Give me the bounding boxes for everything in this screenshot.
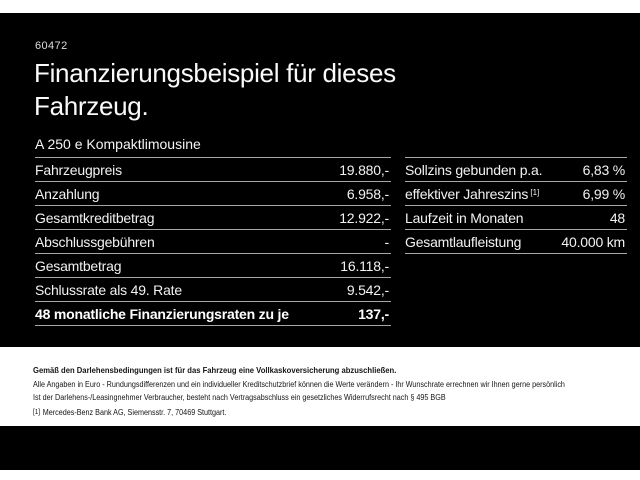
table-row [35,277,391,301]
row-label: Anzahlung [35,185,100,202]
table-row [405,181,627,205]
footnote-text: Mercedes-Benz Bank AG, Siemensstr. 7, 70469 Stuttgart. [42,408,227,417]
footnote-marker: [1] [33,408,41,416]
table-row [35,229,391,253]
top-margin-strip [0,0,640,13]
footnote-line [33,408,226,417]
row-value: 6,99 % [582,185,625,202]
row-label: Sollzins gebunden p.a. [405,161,543,178]
row-value: 137,- [358,305,389,322]
disclaimer-line: Ist der Darlehens-/Leasingnehmer Verbraucher, besteht nach Vertragsabschluss ein gesetzliches Widerrufsrecht nach § 495 BGB [33,393,446,402]
table-row [35,157,391,181]
row-value: 48 [609,209,625,226]
superscript-footnote-ref: [1] [528,187,540,197]
financing-card [0,13,640,470]
disclaimer-band [0,347,640,426]
row-value: 16.118,- [340,257,389,274]
vehicle-subtitle: A 250 e Kompaktlimousine [35,136,201,152]
row-value: 40.000 km [561,233,625,250]
row-value: - [384,233,389,250]
table-row [35,253,391,277]
row-label: 48 monatliche Finanzierungsraten zu je [35,305,289,322]
row-label: Fahrzeugpreis [35,161,122,178]
disclaimer-line-bold: Gemäß den Darlehensbedingungen ist für das Fahrzeug eine Vollkaskoversicherung abzuschließen. [33,365,397,375]
table-row [35,301,391,325]
pricing-table [35,157,391,326]
page-title: Finanzierungsbeispiel für dieses Fahrzeug. [34,58,396,121]
table-row [35,181,391,205]
row-value: 19.880,- [339,161,389,178]
table-row [405,157,627,181]
table-row [405,229,627,253]
row-label: Laufzeit in Monaten [405,209,524,226]
row-label: Gesamtlaufleistung [405,233,522,250]
table-row [405,205,627,229]
row-value: 6,83 % [582,161,625,178]
ref-number: 60472 [35,40,68,52]
row-label: Schlussrate als 49. Rate [35,281,182,298]
row-label: Abschlussgebühren [35,233,155,250]
conditions-table [405,157,627,254]
row-label: Gesamtbetrag [35,257,122,274]
table-row [35,205,391,229]
bottom-margin-strip [0,470,640,480]
row-label: effektiver Jahreszins [1] [405,185,540,202]
row-value: 9.542,- [346,281,389,298]
row-value: 12.922,- [339,209,389,226]
disclaimer-line: Alle Angaben in Euro - Rundungsdifferenzen und ein individueller Kreditschutzbrief können die Werte verändern - Ihr Wunschrate errechnen wir Ihnen gerne persönlich [33,380,565,389]
row-value: 6.958,- [346,185,389,202]
row-label: Gesamtkreditbetrag [35,209,155,226]
